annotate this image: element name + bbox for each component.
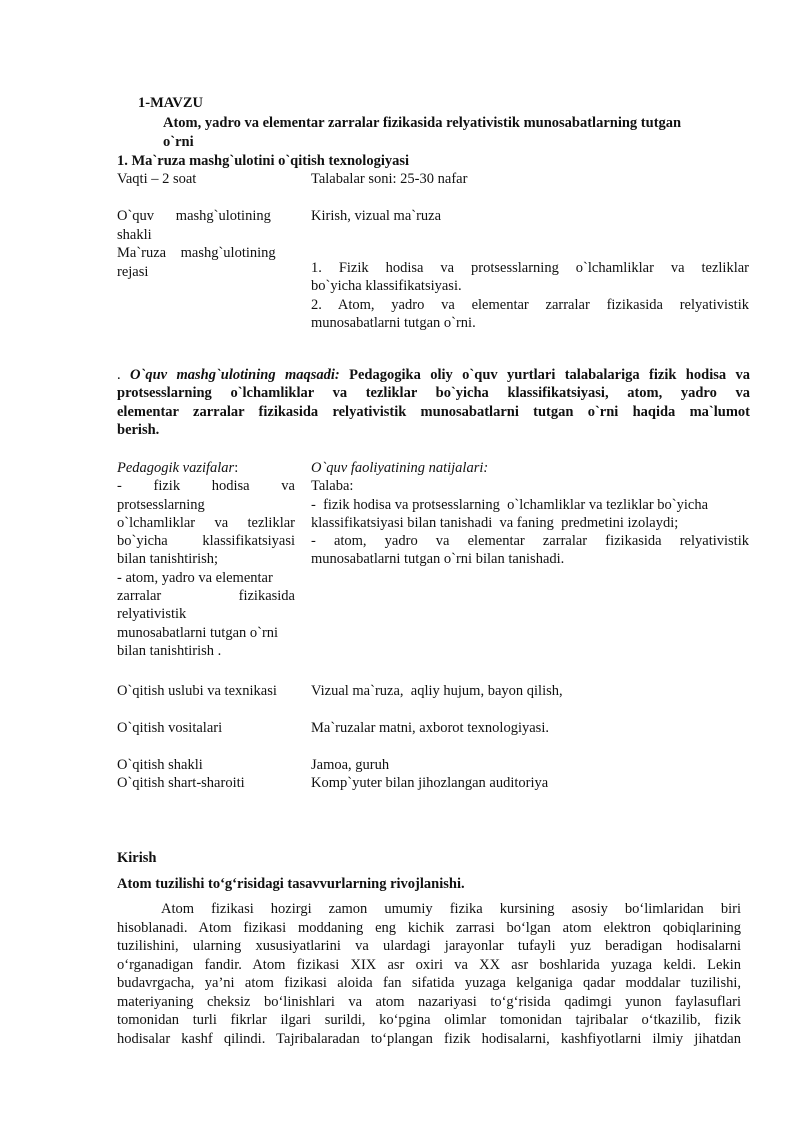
pedagogical-tasks xyxy=(117,459,295,660)
task-line: o`lchamliklar va tezliklar xyxy=(117,514,295,531)
task-line: bilan tanishtirish; xyxy=(117,551,219,568)
goal-prefix: . xyxy=(117,367,131,383)
teaching-form-label: O`qitish shakli xyxy=(117,757,203,773)
form-label-line2: shakli xyxy=(117,227,152,243)
task-line: - fizik hodisa va xyxy=(117,478,295,495)
plan-item-line: 1. Fizik hodisa va protsesslarning o`lchamliklar va tezliklar xyxy=(311,260,749,276)
goal-text-line1: Pedagogika oliy o`quv yurtlari talabalariga fizik hodisa va xyxy=(339,367,750,383)
plan-item-line: 2. Atom, yadro va elementar zarralar fizikasida relyativistik xyxy=(311,296,749,313)
outcome-line: - fizik hodisa va protsesslarning o`lchamliklar va tezliklar bo`yicha xyxy=(311,496,709,513)
intro-line: budavrgacha, ya’ni atom fizikasi aloida fan sifatida yuzaga kelganiga qadar moddalar tuzilishi, xyxy=(117,975,741,991)
task-line: protsesslarning xyxy=(117,496,205,513)
heading-colon: : xyxy=(234,460,239,476)
teaching-style-value: Vizual ma`ruza, aqliy hujum, bayon qilish, xyxy=(311,683,563,699)
topic-title-line1: Atom, yadro va elementar zarralar fizikasida relyativistik munosabatlarning tutgan xyxy=(163,115,682,131)
task-line: zarralar fizikasida xyxy=(117,588,295,605)
intro-line: hodisalar kashf qilindi. Tajribalaradan to‘plangan fizik hodisalarni, kashfiyotlarni ilmiy jihatdan xyxy=(117,1030,741,1047)
task-line: bo`yicha klassifikatsiyasi xyxy=(117,533,295,550)
intro-line: tomonidan turli fikrlar ilgari surildi, ko‘pgina olimlar tomonidan tajribalar o‘tkazilib, fizik xyxy=(117,1012,741,1028)
plan-label-line2: rejasi xyxy=(117,264,149,280)
intro-heading: Kirish xyxy=(117,850,157,866)
intro-line: tuzilishini, ularning xususiyatlarini va ulardagi jarayonlar tufayli yuz beradigan hodisalarni xyxy=(117,938,741,954)
intro-line: hisoblanadi. Atom fizikasi moddaning eng kichik zarrasi bo‘lgan atom elektron qobiqlarining xyxy=(117,919,741,936)
plan-list xyxy=(311,259,749,332)
goal-label: O`quv mashg`ulotining maqsadi: xyxy=(130,367,340,383)
intro-line: o‘rganadigan fandir. Atom fizikasi XIX asr oxiri va XX asr boshlarida yuzaga keldi. Lekin xyxy=(117,956,741,973)
topic-number: 1-MAVZU xyxy=(138,95,203,111)
task-line: - atom, yadro va elementar xyxy=(117,569,273,586)
time-label: Vaqti – 2 soat xyxy=(117,171,197,187)
intro-line: Atom fizikasi hozirgi zamon umumiy fizika kursining asosiy bo‘limlaridan biri xyxy=(161,901,741,917)
outcome-line: Talaba: xyxy=(311,478,354,495)
task-line: relyativistik xyxy=(117,606,187,623)
teaching-tools-value: Ma`ruzalar matni, axborot texnologiyasi. xyxy=(311,720,549,736)
form-label-line1: O`quv mashg`ulotining xyxy=(117,208,271,224)
task-line: munosabatlarni tutgan o`rni xyxy=(117,624,279,641)
learning-outcomes xyxy=(311,459,749,569)
teaching-tools-label: O`qitish vositalari xyxy=(117,720,223,736)
goal-text-line4: berish. xyxy=(117,421,160,438)
task-line: bilan tanishtirish . xyxy=(117,642,222,659)
form-value: Kirish, vizual ma`ruza xyxy=(311,208,442,224)
students-count: Talabalar soni: 25-30 nafar xyxy=(311,171,468,187)
plan-item-line: munosabatlarni tutgan o`rni. xyxy=(311,314,476,331)
intro-line: materiyaning cheksiz bo‘linishlari va atom nazariyasi to‘g‘risida qadimgi yunon faylasuflari xyxy=(117,993,741,1010)
outcome-line: klassifikatsiyasi bilan tanishadi va faning predmetini izolaydi; xyxy=(311,514,679,531)
outcome-line: munosabatlarni tutgan o`rni bilan tanishadi. xyxy=(311,551,565,568)
intro-subheading: Atom tuzilishi to‘g‘risidagi tasavvurlarning rivojlanishi. xyxy=(117,876,465,892)
plan-item-line: bo`yicha klassifikatsiyasi. xyxy=(311,278,462,295)
teaching-style-label: O`qitish uslubi va texnikasi xyxy=(117,683,277,699)
section-heading: 1. Ma`ruza mashg`ulotini o`qitish texnologiyasi xyxy=(117,153,410,169)
pedagogical-tasks-heading: Pedagogik vazifalar xyxy=(117,460,235,476)
plan-label-line1: Ma`ruza mashg`ulotining xyxy=(117,245,276,261)
goal-paragraph xyxy=(117,366,750,439)
learning-outcomes-heading: O`quv faoliyatining natijalari: xyxy=(311,460,489,476)
goal-text-line3: elementar zarralar fizikasida relyativistik munosabatlarni tutgan o`rni haqida ma`lumot xyxy=(117,403,750,420)
goal-text-line2: protsesslarning o`lchamliklar va tezliklar bo`yicha klassifikatsiyasi, atom, yadro va xyxy=(117,385,750,402)
intro-paragraph xyxy=(117,900,741,1048)
outcome-line: - atom, yadro va elementar zarralar fizikasida relyativistik xyxy=(311,533,749,550)
teaching-conditions-value: Komp`yuter bilan jihozlangan auditoriya xyxy=(311,775,549,791)
teaching-conditions-label: O`qitish shart-sharoiti xyxy=(117,775,245,791)
teaching-form-value: Jamoa, guruh xyxy=(311,757,390,773)
topic-title-line2: o`rni xyxy=(163,134,194,150)
